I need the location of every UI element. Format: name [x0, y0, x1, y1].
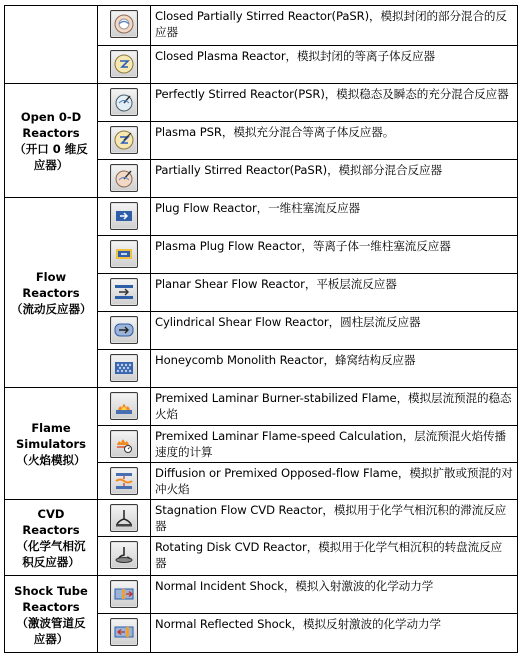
row-description: Premixed Laminar Burner-stabilized Flame，模拟层流预混的稳态火焰: [155, 391, 512, 421]
row-description: Plug Flow Reactor，一维柱塞流反应器: [155, 201, 361, 215]
opposed-flow-icon: [110, 467, 138, 495]
burner-flame-icon: [110, 392, 138, 420]
closed-pasr-icon: [110, 10, 138, 38]
table-row: [98, 575, 518, 613]
table-row: [98, 462, 518, 499]
row-description: Perfectly Stirred Reactor(PSR)，模拟稳态及瞬态的充分混合反应器: [155, 87, 509, 101]
category-shock-tube: [4, 575, 98, 653]
table-row: [98, 5, 518, 45]
table-row: [98, 387, 518, 425]
table-row: [98, 197, 518, 235]
category-open-0d: [4, 83, 98, 197]
row-description: Planar Shear Flow Reactor，平板层流反应器: [155, 277, 397, 291]
honeycomb-icon: [110, 354, 138, 382]
row-description: Closed Partially Stirred Reactor(PaSR)，模拟封闭的部分混合的反应器: [155, 9, 507, 39]
table-bottom-border: [4, 652, 518, 653]
row-description: Stagnation Flow CVD Reactor，模拟用于化学气相沉积的滞流反应器: [155, 503, 507, 533]
category-closed: [4, 5, 98, 83]
row-description: Premixed Laminar Flame-speed Calculation，层流预混火焰传播速度的计算: [155, 429, 507, 459]
table-row: [98, 613, 518, 653]
row-description: Closed Plasma Reactor，模拟封闭的等离子体反应器: [155, 49, 435, 63]
closed-plasma-icon: [110, 50, 138, 78]
category-label: CVD Reactors（化学气相沉积反应器）: [16, 506, 86, 569]
flame-speed-icon: [110, 430, 138, 458]
row-description: Diffusion or Premixed Opposed-flow Flame，模拟扩散或预混的对冲火焰: [155, 466, 513, 496]
table-row: [98, 83, 518, 121]
plasma-plug-flow-icon: [110, 240, 138, 268]
category-label: Shock Tube Reactors （激波管道反应器）: [14, 583, 88, 646]
pasr-icon: [110, 164, 138, 192]
row-description: Honeycomb Monolith Reactor，蜂窝结构反应器: [155, 353, 416, 367]
category-flow-reactors: [4, 197, 98, 387]
category-label: Flow Reactors（流动反应器）: [11, 269, 92, 316]
table-row: [98, 536, 518, 575]
psr-icon: [110, 88, 138, 116]
cylindrical-shear-icon: [110, 316, 138, 344]
table-row: [98, 45, 518, 83]
incident-shock-icon: [110, 580, 138, 608]
stagnation-cvd-icon: [110, 504, 138, 532]
category-label: Open 0-D Reactors （开口 0 维反应器）: [14, 109, 88, 172]
table-row: [98, 349, 518, 387]
table-row: [98, 425, 518, 462]
row-description: Normal Incident Shock，模拟入射激波的化学动力学: [155, 579, 434, 593]
table-row: [98, 311, 518, 349]
category-flame-simulators: [4, 387, 98, 499]
table-row: [98, 499, 518, 536]
row-description: Normal Reflected Shock，模拟反射激波的化学动力学: [155, 617, 441, 631]
row-description: Partially Stirred Reactor(PaSR)，模拟部分混合反应器: [155, 163, 443, 177]
table-row: [98, 273, 518, 311]
table-row: [98, 121, 518, 159]
row-description: Plasma PSR，模拟充分混合等离子体反应器。: [155, 125, 395, 139]
row-description: Plasma Plug Flow Reactor，等离子体一维柱塞流反应器: [155, 239, 451, 253]
category-label: Flame Simulators（火焰模拟）: [15, 420, 86, 467]
table-row: [98, 159, 518, 197]
plasma-psr-icon: [110, 126, 138, 154]
reflected-shock-icon: [110, 618, 138, 646]
planar-shear-icon: [110, 278, 138, 306]
table-row: [98, 235, 518, 273]
rotating-disk-icon: [110, 541, 138, 569]
row-description: Cylindrical Shear Flow Reactor，圆柱层流反应器: [155, 315, 421, 329]
plug-flow-icon: [110, 202, 138, 230]
category-cvd-reactors: [4, 499, 98, 575]
row-description: Rotating Disk CVD Reactor，模拟用于化学气相沉积的转盘流反应器: [155, 540, 503, 570]
